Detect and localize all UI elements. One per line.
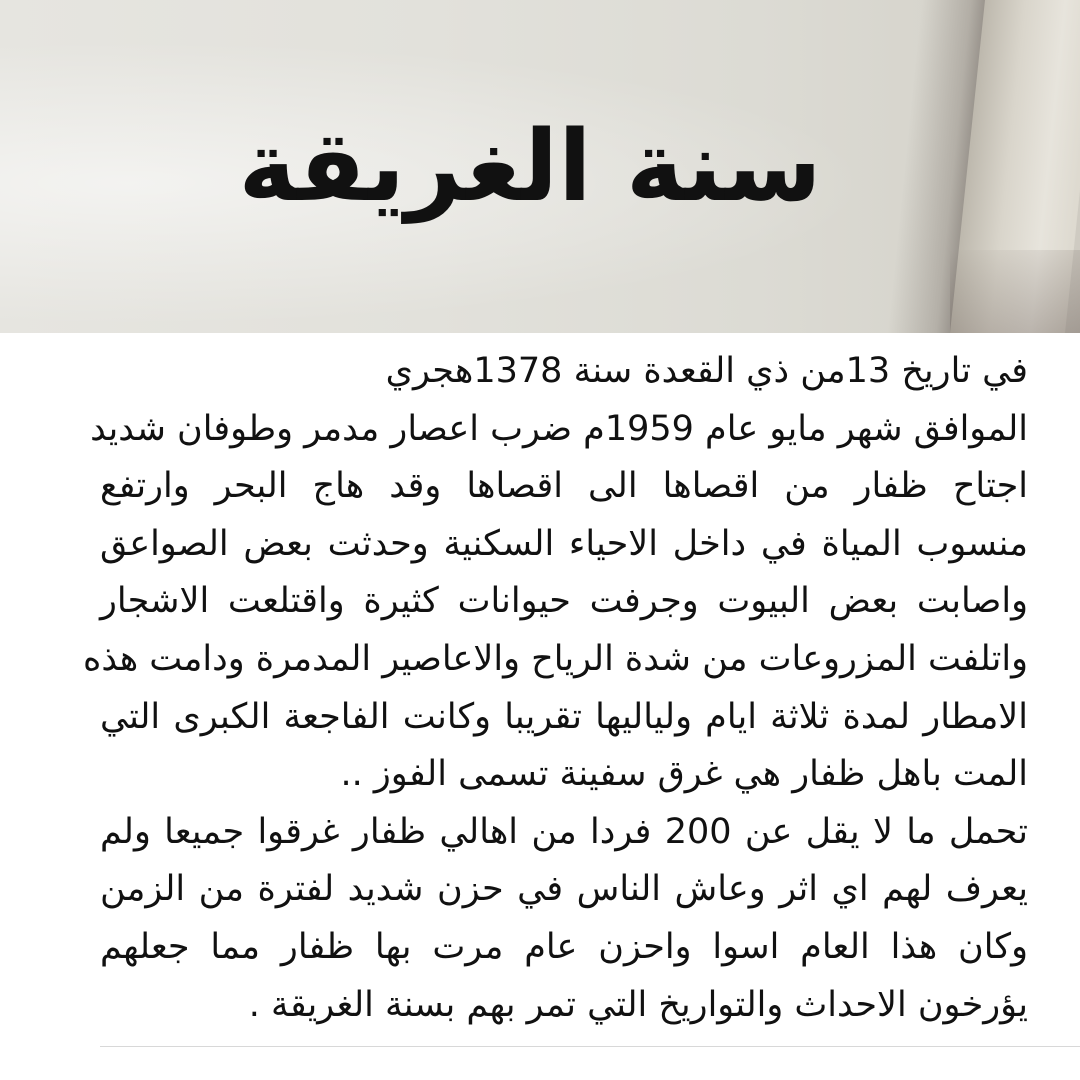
page-fold-corner xyxy=(950,250,1080,333)
banner-title: سنة الغريقة xyxy=(238,110,822,224)
bottom-divider xyxy=(100,1046,1080,1047)
article-line: اجتاح ظفار من اقصاها الى اقصاها وقد هاج البحر وارتفع xyxy=(100,466,1028,507)
title-banner xyxy=(0,0,1080,333)
article-line: منسوب المياة في داخل الاحياء السكنية وحدثت بعض الصواعق xyxy=(100,523,1028,564)
article-line: وكان هذا العام اسوا واحزن عام مرت بها ظفار مما جعلهم xyxy=(100,926,1028,967)
article-line: الامطار لمدة ثلاثة ايام ولياليها تقريبا وكانت الفاجعة الكبرى التي xyxy=(100,696,1028,737)
article-line: في تاريخ 13من ذي القعدة سنة 1378هجري xyxy=(385,351,1028,391)
article-line: يعرف لهم اي اثر وعاش الناس في حزن شديد لفترة من الزمن xyxy=(100,869,1028,910)
article-line: واتلفت المزروعات من شدة الرياح والاعاصير المدمرة ودامت هذه xyxy=(83,638,1028,679)
article-line: تحمل ما لا يقل عن 200 فردا من اهالي ظفار غرقوا جميعا ولم xyxy=(100,811,1029,852)
article-line: المت باهل ظفار هي غرق سفينة تسمى الفوز .. xyxy=(340,754,1028,795)
article-body xyxy=(83,343,1029,1034)
article-line: يؤرخون الاحداث والتواريخ التي تمر بهم بسنة الغريقة . xyxy=(248,984,1028,1025)
article-line: واصابت بعض البيوت وجرفت حيوانات كثيرة واقتلعت الاشجار xyxy=(100,581,1028,622)
article-line: الموافق شهر مايو عام 1959م ضرب اعصار مدمر وطوفان شديد xyxy=(90,408,1028,449)
